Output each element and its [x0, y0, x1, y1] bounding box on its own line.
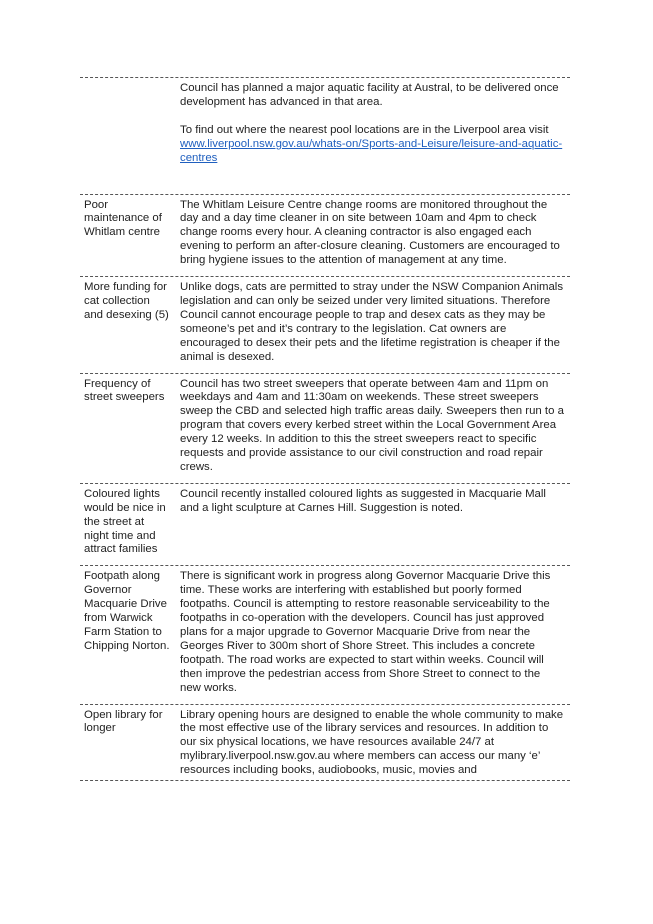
table-row [80, 194, 570, 277]
response-cell [176, 705, 570, 781]
topic-cell: Coloured lights would be nice in the street at night time and attract families [84, 487, 166, 556]
response-paragraph: The Whitlam Leisure Centre change rooms are monitored throughout the day and a day time cleaner in on site between 10am and 4pm to check change rooms every hour. A cleaning contractor is also engaged each evening to perform an after-closure cleaning. Customers are encouraged to bring hygiene issues to the attention of management at any time. [180, 198, 560, 267]
table-row [80, 704, 570, 782]
table-row [80, 483, 570, 566]
response-text: To find out where the nearest pool locations are in the Liverpool area visit [180, 123, 549, 136]
topic-cell: Footpath along Governor Macquarie Drive from Warwick Farm Station to Chipping Norton. [84, 570, 170, 652]
topic-cell [80, 78, 176, 174]
topic-cell: Frequency of street sweepers [84, 377, 165, 404]
table-row [80, 565, 570, 703]
response-paragraph: Council has planned a major aquatic facility at Austral, to be delivered once development has advanced in that area. [180, 82, 559, 108]
response-paragraph: Unlike dogs, cats are permitted to stray under the NSW Companion Animals legislation and can only be seized under very limited situations. Therefore Council cannot encourage people to trap and desex cats as they may be someone’s pet and it’s contrary to the legislation. Cat owners are encouraged to desex their pets and the lifetime registration is cheaper if the animal is desexed. [180, 281, 564, 363]
response-paragraph: Council has two street sweepers that operate between 4am and 11pm on weekdays and 4am and 11:30am on weekends. These street sweepers sweep the CBD and selected high traffic areas daily. Sweepers then run to a program that covers every kerbed street within the Local Government Area every 12 weeks. In addition to this the street sweepers react to specific requests and provide assistance to our civil construction and road repair crews. [180, 377, 564, 473]
topic-cell: More funding for cat collection and desexing (5) [84, 281, 169, 321]
response-paragraph: Council recently installed coloured lights as suggested in Macquarie Mall and a light sculpture at Carnes Hill. Suggestion is noted. [180, 487, 546, 514]
responses-table [80, 77, 570, 781]
response-cell [176, 78, 570, 174]
response-paragraph: There is significant work in progress along Governor Macquarie Drive this time. These works are interfering with established but poorly formed footpaths. Council is attempting to restore reasonable serviceability to the footpaths in co-operation with the developers. Council has just approved plans for a major upgrade to Governor Macquarie Drive from near the Georges River to 300m short of Shore Street. This includes a concrete footpath. The road works are expected to start within weeks. Council will then improve the pedestrian access from Shore Street to connect to the new works. [180, 570, 551, 694]
table-row [80, 276, 570, 372]
topic-cell: Poor maintenance of Whitlam centre [84, 198, 162, 239]
response-cell [176, 195, 570, 277]
table-row [80, 373, 570, 483]
response-cell [176, 277, 570, 372]
response-cell [176, 374, 570, 483]
response-cell [176, 484, 570, 566]
response-paragraph [180, 124, 564, 166]
pool-locations-link[interactable]: www.liverpool.nsw.gov.au/whats-on/Sports-and-Leisure/leisure-and-aquatic-centres [180, 137, 563, 164]
response-paragraph: Library opening hours are designed to enable the whole community to make the most effective use of the library services and resources. In addition to our six physical locations, we have resources available 24/7 at mylibrary.liverpool.nsw.gov.au where members can access our many ‘e’ resources including books, audiobooks, music, movies and [180, 708, 564, 777]
table-row [80, 77, 570, 174]
topic-cell: Open library for longer [84, 708, 163, 735]
response-cell [176, 566, 570, 703]
